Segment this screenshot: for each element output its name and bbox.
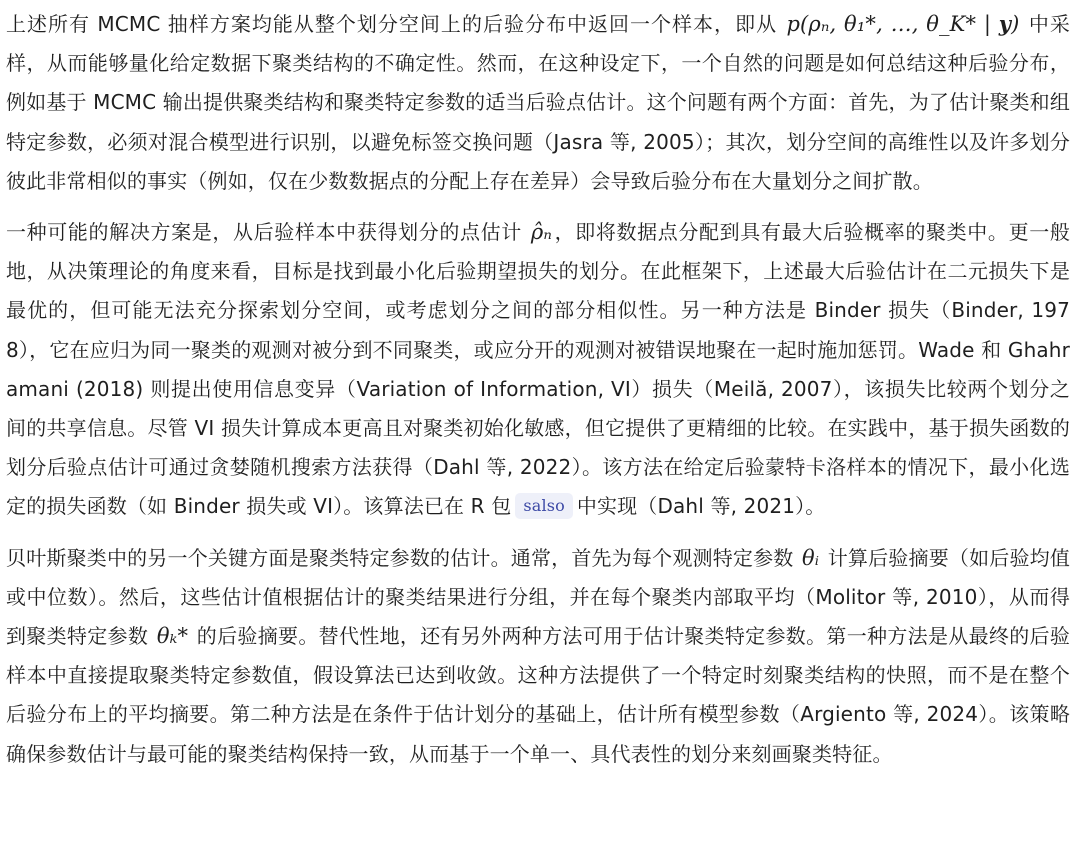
paragraph-text: 计算后验摘要（如后验均值或中位数）。然后，这些估计值根据估计的聚类结果进行分组，并在每个聚类内部取平均（Molitor 等, 2010），从而得到聚类特定参数 bbox=[6, 545, 1070, 649]
paragraph-text: 贝叶斯聚类中的另一个关键方面是聚类特定参数的估计。通常，首先为每个观测特定参数 bbox=[6, 545, 801, 570]
math-theta-k-star: θₖ* bbox=[156, 624, 189, 649]
math-bold-y: y bbox=[998, 11, 1012, 36]
paragraph-text: 中采样，从而能够量化给定数据下聚类结构的不确定性。然而，在这种设定下，一个自然的问题是如何总结这种后验分布，例如基于 MCMC 输出提供聚类结构和聚类特定参数的适当后验点估计。这个问题有两个方面：首先，为了估计聚类和组特定参数，必须对混合模型进行识别，以避免标签交换问题（Jasra 等, 2005）；其次，划分空间的高维性以及许多划分彼此非常相似的事实（例如，仅在少数数据点的分配上存在差异）会导致后验分布在大量划分之间扩散。 bbox=[6, 12, 1070, 193]
document-body bbox=[6, 4, 1070, 774]
paragraph-cluster-parameters bbox=[6, 539, 1070, 774]
paragraph-point-estimate bbox=[6, 213, 1070, 527]
paragraph-text: 一种可能的解决方案是，从后验样本中获得划分的点估计 bbox=[6, 220, 529, 245]
math-part-close: ) bbox=[1011, 12, 1020, 36]
code-salso: salso bbox=[515, 493, 572, 519]
paragraph-text: 中实现（Dahl 等, 2021）。 bbox=[576, 494, 826, 519]
math-theta-i: θᵢ bbox=[802, 545, 820, 570]
paragraph-posterior-summary bbox=[6, 4, 1070, 201]
paragraph-text: ，即将数据点分配到具有最大后验概率的聚类中。更一般地，从决策理论的角度来看，目标是找到最小化后验期望损失的划分。在此框架下，上述最大后验估计在二元损失下是最优的，但可能无法充分探索划分空间，或考虑划分之间的部分相似性。另一种方法是 Binder 损失（Binder, 1978），它在应归为同一聚类的观测对被分到不同聚类，或应分开的观测对被错误地聚在一起时施加惩罚。Wade 和 Ghahramani (2018) 则提出使用信息变异（Variation of Information, VI）损失（Meilă, 2007），该损失比较两个划分之间的共享信息。尽管 VI 损失计算成本更高且对聚类初始化敏感，但它提供了更精细的比较。在实践中，基于损失函数的划分后验点估计可通过贪婪随机搜索方法获得（Dahl 等, 2022）。该方法在给定后验蒙特卡洛样本的情况下，最小化选定的损失函数（如 Binder 损失或 VI）。该算法已在 R 包 bbox=[6, 220, 1070, 519]
math-rho-hat: ρ̂ₙ bbox=[530, 220, 553, 245]
paragraph-text: 的后验摘要。替代性地，还有另外两种方法可用于估计聚类特定参数。第一种方法是从最终的后验样本中直接提取聚类特定参数值，假设算法已达到收敛。这种方法提供了一个特定时刻聚类结构的快照，而不是在整个后验分布上的平均摘要。第二种方法是在条件于估计划分的基础上，估计所有模型参数（Argiento 等, 2024）。该策略确保参数估计与最可能的聚类结构保持一致，从而基于一个单一、具代表性的划分来刻画聚类特征。 bbox=[6, 624, 1070, 766]
paragraph-text: 上述所有 MCMC 抽样方案均能从整个划分空间上的后验分布中返回一个样本，即从 bbox=[6, 12, 785, 36]
math-part: p(ρₙ, θ₁*, …, θ_K* | bbox=[786, 12, 999, 36]
math-posterior-expression bbox=[784, 12, 1021, 36]
